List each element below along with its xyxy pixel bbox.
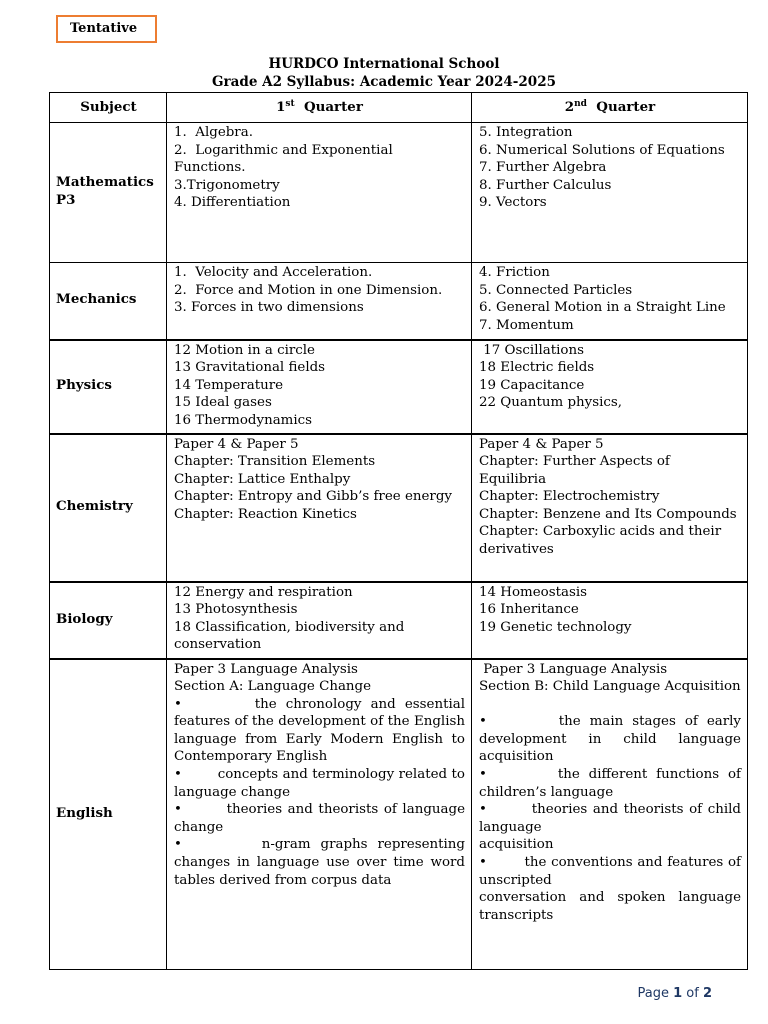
topic-line: 8. Further Calculus	[479, 177, 612, 193]
topic-line: 7. Momentum	[479, 317, 574, 333]
table-row	[50, 659, 748, 970]
topic-line: • theories and theorists of child language	[479, 802, 746, 835]
topic-line: acquisition	[479, 837, 554, 853]
quarter-2-cell	[472, 123, 748, 263]
topic-line: • the different functions of children’s language	[479, 767, 746, 800]
topic-line: 13 Photosynthesis	[174, 602, 298, 618]
topic-line: 2. Force and Motion in one Dimension.	[174, 282, 443, 298]
topic-line: Chapter: Reaction Kinetics	[174, 506, 357, 522]
topic-line: Paper 4 & Paper 5	[479, 436, 604, 452]
header-quarter-1: 1st Quarter	[167, 93, 472, 123]
topic-line	[479, 696, 741, 714]
topic-line: • concepts and terminology related to language change	[174, 767, 470, 800]
subject-cell: English	[50, 659, 167, 970]
topic-line: Paper 3 Language Analysis	[174, 661, 358, 677]
school-name: HURDCO International School	[268, 56, 500, 72]
topic-line: Chapter: Lattice Enthalpy	[174, 471, 351, 487]
topic-line: 6. Numerical Solutions of Equations	[479, 142, 725, 158]
quarter-1-cell	[167, 582, 472, 659]
syllabus-title: Grade A2 Syllabus: Academic Year 2024-2025	[212, 74, 556, 90]
topic-line: Chapter: Electrochemistry	[479, 489, 660, 505]
topic-line: Section B: Child Language Acquisition	[479, 679, 741, 695]
table-row	[50, 434, 748, 582]
topic-line: 16 Inheritance	[479, 602, 579, 618]
topic-line: • the conventions and features of unscripted	[479, 855, 746, 888]
topic-line: 14 Temperature	[174, 377, 284, 393]
topic-line: Section A: Language Change	[174, 679, 372, 695]
topic-line: 1. Algebra.	[174, 125, 253, 140]
quarter-1-cell	[167, 263, 472, 340]
topic-line: 3.Trigonometry	[174, 177, 280, 193]
topic-line: • n-gram graphs representing changes in language use over time word tables derived from corpus data	[174, 837, 470, 888]
topic-line: 19 Genetic technology	[479, 619, 632, 635]
topic-line: 5. Integration	[479, 125, 573, 140]
subject-cell: Biology	[50, 582, 167, 659]
topic-line: Chapter: Benzene and Its Compounds	[479, 506, 737, 522]
topic-line: 15 Ideal gases	[174, 395, 272, 411]
topic-line: 6. General Motion in a Straight Line	[479, 300, 726, 316]
quarter-2-cell	[472, 659, 748, 970]
quarter-2-cell	[472, 582, 748, 659]
topic-line: 18 Classification, biodiversity and conservation	[174, 619, 409, 653]
header-subject: Subject	[50, 93, 167, 123]
topic-line: Chapter: Carboxylic acids and their derivatives	[479, 524, 726, 558]
topic-line: Chapter: Further Aspects of Equilibria	[479, 454, 675, 487]
subject-cell: Physics	[50, 340, 167, 434]
topic-line: Paper 3 Language Analysis	[479, 661, 668, 677]
topic-line: Paper 4 & Paper 5	[174, 436, 299, 452]
table-row	[50, 123, 748, 263]
quarter-1-cell	[167, 123, 472, 263]
table-row	[50, 340, 748, 434]
topic-line: 12 Motion in a circle	[174, 342, 315, 358]
topic-line: • the main stages of early development in child language acquisition	[479, 714, 746, 765]
topic-line: 18 Electric fields	[479, 360, 595, 376]
topic-line: 19 Capacitance	[479, 377, 585, 393]
subject-cell: Mathematics P3	[50, 123, 167, 263]
topic-line: 2. Logarithmic and Exponential Functions.	[174, 142, 397, 176]
topic-line: 5. Connected Particles	[479, 282, 633, 298]
topic-line: 17 Oscillations	[479, 342, 584, 358]
topic-line: Chapter: Transition Elements	[174, 454, 376, 470]
subject-cell: Chemistry	[50, 434, 167, 582]
quarter-2-cell	[472, 434, 748, 582]
topic-line: 1. Velocity and Acceleration.	[174, 265, 373, 280]
table-header-row	[50, 93, 748, 123]
topic-line: conversation and spoken language transcripts	[479, 890, 746, 923]
quarter-1-cell	[167, 340, 472, 434]
quarter-1-cell	[167, 659, 472, 970]
topic-line: 22 Quantum physics,	[479, 395, 623, 411]
subject-cell: Mechanics	[50, 263, 167, 340]
topic-line: Chapter: Entropy and Gibb’s free energy	[174, 489, 452, 505]
quarter-1-cell	[167, 434, 472, 582]
syllabus-table	[49, 92, 748, 970]
topic-line: • the chronology and essential features of the development of the English language from Early Modern English to Contemporary English	[174, 696, 470, 765]
topic-line: 4. Friction	[479, 265, 550, 280]
table-row	[50, 263, 748, 340]
topic-line: 4. Differentiation	[174, 195, 291, 211]
header-quarter-2: 2nd Quarter	[472, 93, 748, 123]
topic-line: 7. Further Algebra	[479, 160, 607, 176]
topic-line: 16 Thermodynamics	[174, 412, 313, 428]
topic-line: 3. Forces in two dimensions	[174, 300, 364, 316]
page-number: Page 1 of 2	[637, 986, 712, 1001]
topic-line: 9. Vectors	[479, 195, 547, 211]
topic-line: 13 Gravitational fields	[174, 360, 326, 376]
topic-line: 14 Homeostasis	[479, 584, 587, 600]
tentative-stamp: Tentative	[56, 15, 157, 43]
table-row	[50, 582, 748, 659]
quarter-2-cell	[472, 263, 748, 340]
quarter-2-cell	[472, 340, 748, 434]
topic-line: • theories and theorists of language change	[174, 802, 470, 835]
topic-line: 12 Energy and respiration	[174, 584, 353, 600]
